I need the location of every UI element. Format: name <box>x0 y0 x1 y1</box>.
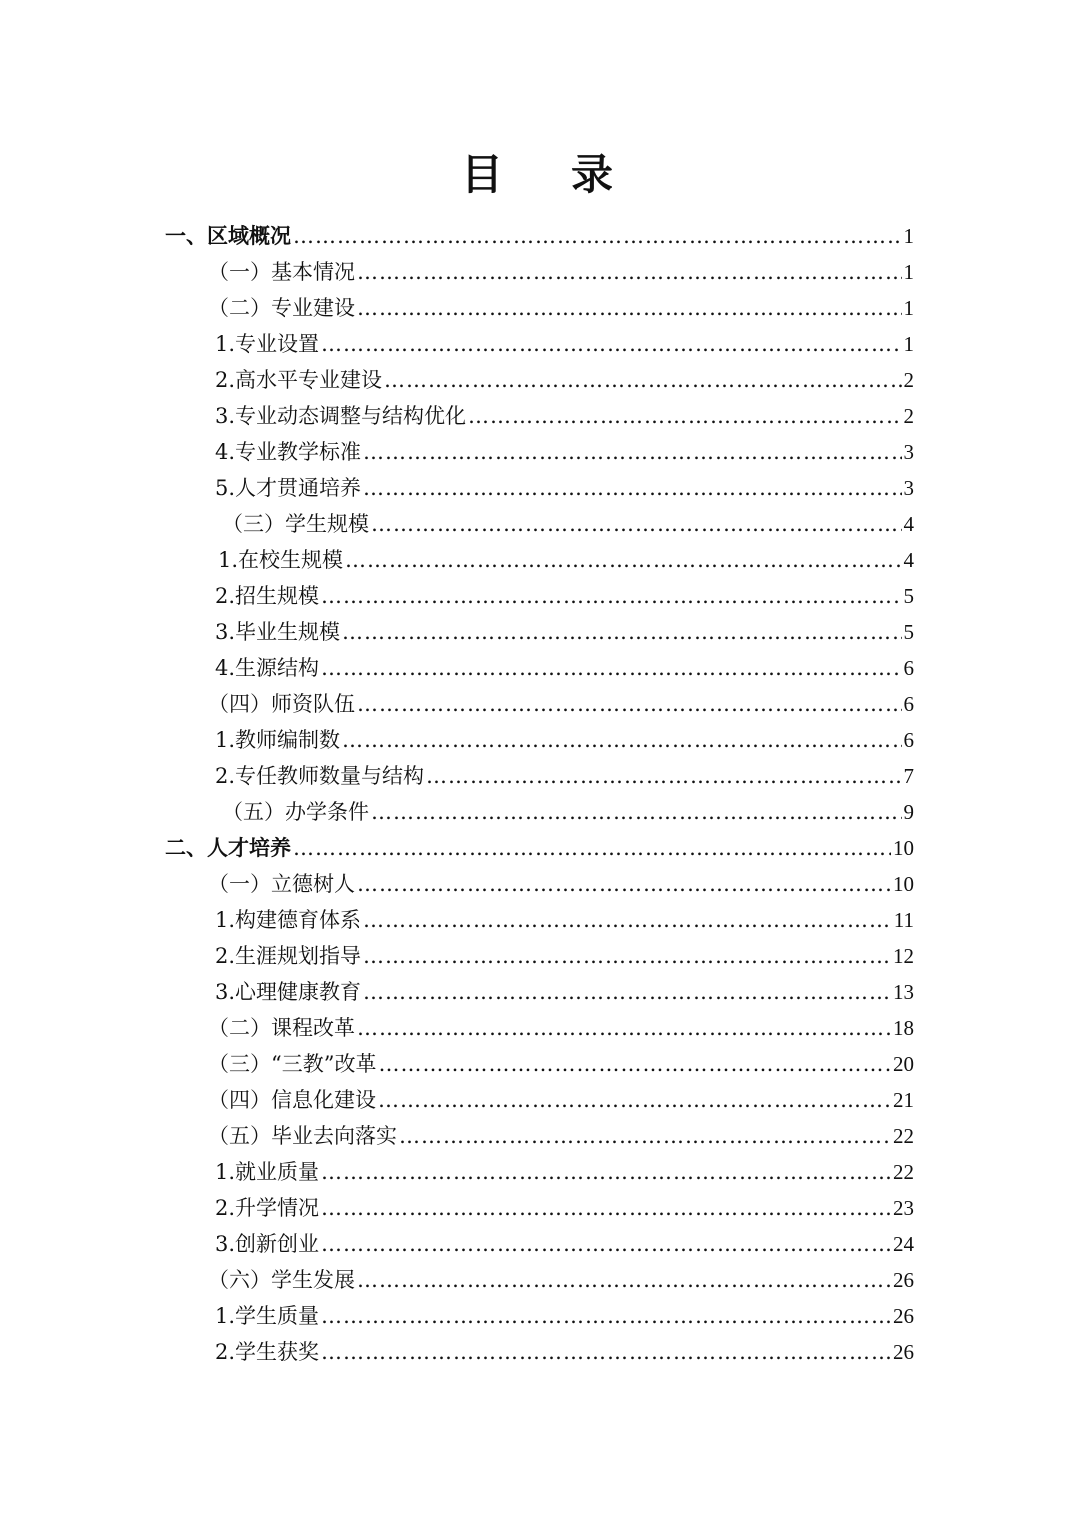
toc-entry[interactable] <box>165 218 914 254</box>
title-char-1: 目 <box>460 150 503 199</box>
toc-entry-page: 24 <box>893 1232 914 1256</box>
toc-entry-page: 20 <box>893 1052 914 1076</box>
toc-entry-label: 1.就业质量 <box>215 1160 320 1184</box>
toc-entry[interactable] <box>208 1262 914 1298</box>
toc-entry-page: 12 <box>893 944 914 968</box>
toc-entry-label: 2.升学情况 <box>215 1196 320 1220</box>
toc-leader-dots <box>357 686 902 722</box>
toc-entry-page: 7 <box>903 764 914 788</box>
toc-leader-dots <box>357 1010 891 1046</box>
toc-leader-dots <box>426 758 901 794</box>
toc-leader-dots <box>371 506 902 542</box>
toc-leader-dots <box>321 1226 891 1262</box>
toc-entry-page: 26 <box>893 1340 914 1364</box>
toc-entry-page: 1 <box>903 296 914 320</box>
toc-leader-dots <box>342 614 901 650</box>
toc-entry-label: 2.生涯规划指导 <box>215 944 362 968</box>
toc-entry[interactable] <box>215 1334 914 1370</box>
toc-entry-page: 2 <box>903 368 914 392</box>
toc-leader-dots <box>363 938 891 974</box>
toc-entry[interactable] <box>222 506 914 542</box>
toc-leader-dots <box>378 1082 891 1118</box>
toc-entry-label: 2.学生获奖 <box>215 1340 320 1364</box>
toc-leader-dots <box>293 830 891 866</box>
toc-entry[interactable] <box>222 794 914 830</box>
toc-entry-page: 21 <box>893 1088 914 1112</box>
toc-entry-page: 3 <box>903 476 914 500</box>
toc-leader-dots <box>363 434 901 470</box>
toc-entry-page: 1 <box>903 224 914 248</box>
toc-entry-label: 3.毕业生规模 <box>215 620 341 644</box>
toc-entry-page: 5 <box>903 584 914 608</box>
title-char-2: 录 <box>571 150 614 199</box>
toc-entry[interactable] <box>208 290 914 326</box>
toc-leader-dots <box>468 398 901 434</box>
toc-entry-label: 1.在校生规模 <box>218 548 344 572</box>
toc-entry[interactable] <box>208 686 914 722</box>
toc-leader-dots <box>321 1190 891 1226</box>
toc-entry-label: 2.专任教师数量与结构 <box>215 764 425 788</box>
toc-entry-label: 3.专业动态调整与结构优化 <box>215 404 467 428</box>
toc-entry-label: （三）“三教”改革 <box>208 1052 377 1076</box>
toc-entry-page: 6 <box>903 656 914 680</box>
toc-leader-dots <box>363 470 901 506</box>
toc-entry-label: 2.高水平专业建设 <box>215 368 383 392</box>
toc-entry-page: 4 <box>903 512 914 536</box>
toc-leader-dots <box>321 326 901 362</box>
toc-entry-page: 18 <box>893 1016 914 1040</box>
toc-entry-page: 26 <box>893 1304 914 1328</box>
toc-entry-page: 1 <box>903 332 914 356</box>
toc-entry[interactable] <box>215 902 914 938</box>
toc-entry-label: 2.招生规模 <box>215 584 320 608</box>
toc-entry-page: 6 <box>903 692 914 716</box>
toc-entry-label: （二）课程改革 <box>208 1016 355 1040</box>
toc-entry-page: 22 <box>893 1160 914 1184</box>
toc-entry-page: 5 <box>903 620 914 644</box>
toc-entry-label: （五）办学条件 <box>222 800 369 824</box>
toc-entry[interactable] <box>215 614 914 650</box>
toc-leader-dots <box>321 1154 891 1190</box>
toc-entry[interactable] <box>215 326 914 362</box>
toc-entry[interactable] <box>215 938 914 974</box>
toc-entry-page: 3 <box>903 440 914 464</box>
toc-entry-label: 1.专业设置 <box>215 332 320 356</box>
toc-entry-label: （四）师资队伍 <box>208 692 355 716</box>
toc-entry[interactable] <box>215 758 914 794</box>
toc-entry[interactable] <box>215 398 914 434</box>
toc-entry[interactable] <box>208 866 914 902</box>
toc-entry-page: 2 <box>903 404 914 428</box>
toc-entry-page: 9 <box>903 800 914 824</box>
toc-entry-label: （一）立德树人 <box>208 872 355 896</box>
toc-leader-dots <box>384 362 901 398</box>
toc-entry-label: 1.学生质量 <box>215 1304 320 1328</box>
toc-leader-dots <box>345 542 901 578</box>
toc-entry-page: 23 <box>893 1196 914 1220</box>
toc-entry[interactable] <box>215 650 914 686</box>
toc-entry[interactable] <box>208 1046 914 1082</box>
toc-entry-page: 1 <box>903 260 914 284</box>
toc-entry-page: 6 <box>903 728 914 752</box>
toc-leader-dots <box>321 650 901 686</box>
toc-leader-dots <box>363 974 891 1010</box>
toc-entry[interactable] <box>208 1082 914 1118</box>
toc-entry-label: （五）毕业去向落实 <box>208 1124 397 1148</box>
toc-entry-label: 5.人才贯通培养 <box>215 476 362 500</box>
toc-leader-dots <box>293 218 902 254</box>
toc-entry[interactable] <box>215 578 914 614</box>
toc-entry-label: 1.教师编制数 <box>215 728 341 752</box>
toc-entry-page: 10 <box>893 836 914 860</box>
toc-entry-label: （一）基本情况 <box>208 260 355 284</box>
toc-entry[interactable] <box>208 254 914 290</box>
toc-leader-dots <box>357 1262 891 1298</box>
toc-entry-page: 4 <box>903 548 914 572</box>
toc-entry[interactable] <box>218 542 914 578</box>
toc-entry[interactable] <box>215 470 914 506</box>
toc-leader-dots <box>399 1118 891 1154</box>
toc-leader-dots <box>357 290 902 326</box>
toc-entry-page: 13 <box>893 980 914 1004</box>
page-title <box>0 142 1074 202</box>
toc-entry-label: 1.构建德育体系 <box>215 908 362 932</box>
toc-leader-dots <box>342 722 901 758</box>
toc-entry-label: 3.心理健康教育 <box>215 980 362 1004</box>
toc-entry-label: 二、人才培养 <box>165 836 291 860</box>
toc-leader-dots <box>321 1298 891 1334</box>
toc-entry[interactable] <box>215 974 914 1010</box>
toc-entry[interactable] <box>208 1010 914 1046</box>
toc-entry-label: （三）学生规模 <box>222 512 369 536</box>
toc-entry[interactable] <box>215 722 914 758</box>
toc-entry-label: （六）学生发展 <box>208 1268 355 1292</box>
toc-leader-dots <box>357 866 891 902</box>
toc-leader-dots <box>363 902 892 938</box>
toc-leader-dots <box>371 794 902 830</box>
toc-leader-dots <box>357 254 902 290</box>
toc-entry-label: 4.专业教学标准 <box>215 440 362 464</box>
toc-entry[interactable] <box>165 830 914 866</box>
toc-entry[interactable] <box>208 1118 914 1154</box>
toc-entry[interactable] <box>215 1298 914 1334</box>
toc-entry[interactable] <box>215 434 914 470</box>
toc-entry-label: 3.创新创业 <box>215 1232 320 1256</box>
toc-entry[interactable] <box>215 1190 914 1226</box>
toc-entry-label: （二）专业建设 <box>208 296 355 320</box>
toc-entry-label: 一、区域概况 <box>165 224 291 248</box>
toc-leader-dots <box>321 578 901 614</box>
toc-entry-page: 10 <box>893 872 914 896</box>
toc-leader-dots <box>321 1334 891 1370</box>
toc-entry-page: 22 <box>893 1124 914 1148</box>
toc-entry[interactable] <box>215 1226 914 1262</box>
toc-entry-label: 4.生源结构 <box>215 656 320 680</box>
toc-leader-dots <box>378 1046 891 1082</box>
toc-entry-page: 26 <box>893 1268 914 1292</box>
toc-entry[interactable] <box>215 1154 914 1190</box>
toc-entry-page: 11 <box>893 908 914 932</box>
toc-entry[interactable] <box>215 362 914 398</box>
toc-entry-label: （四）信息化建设 <box>208 1088 376 1112</box>
